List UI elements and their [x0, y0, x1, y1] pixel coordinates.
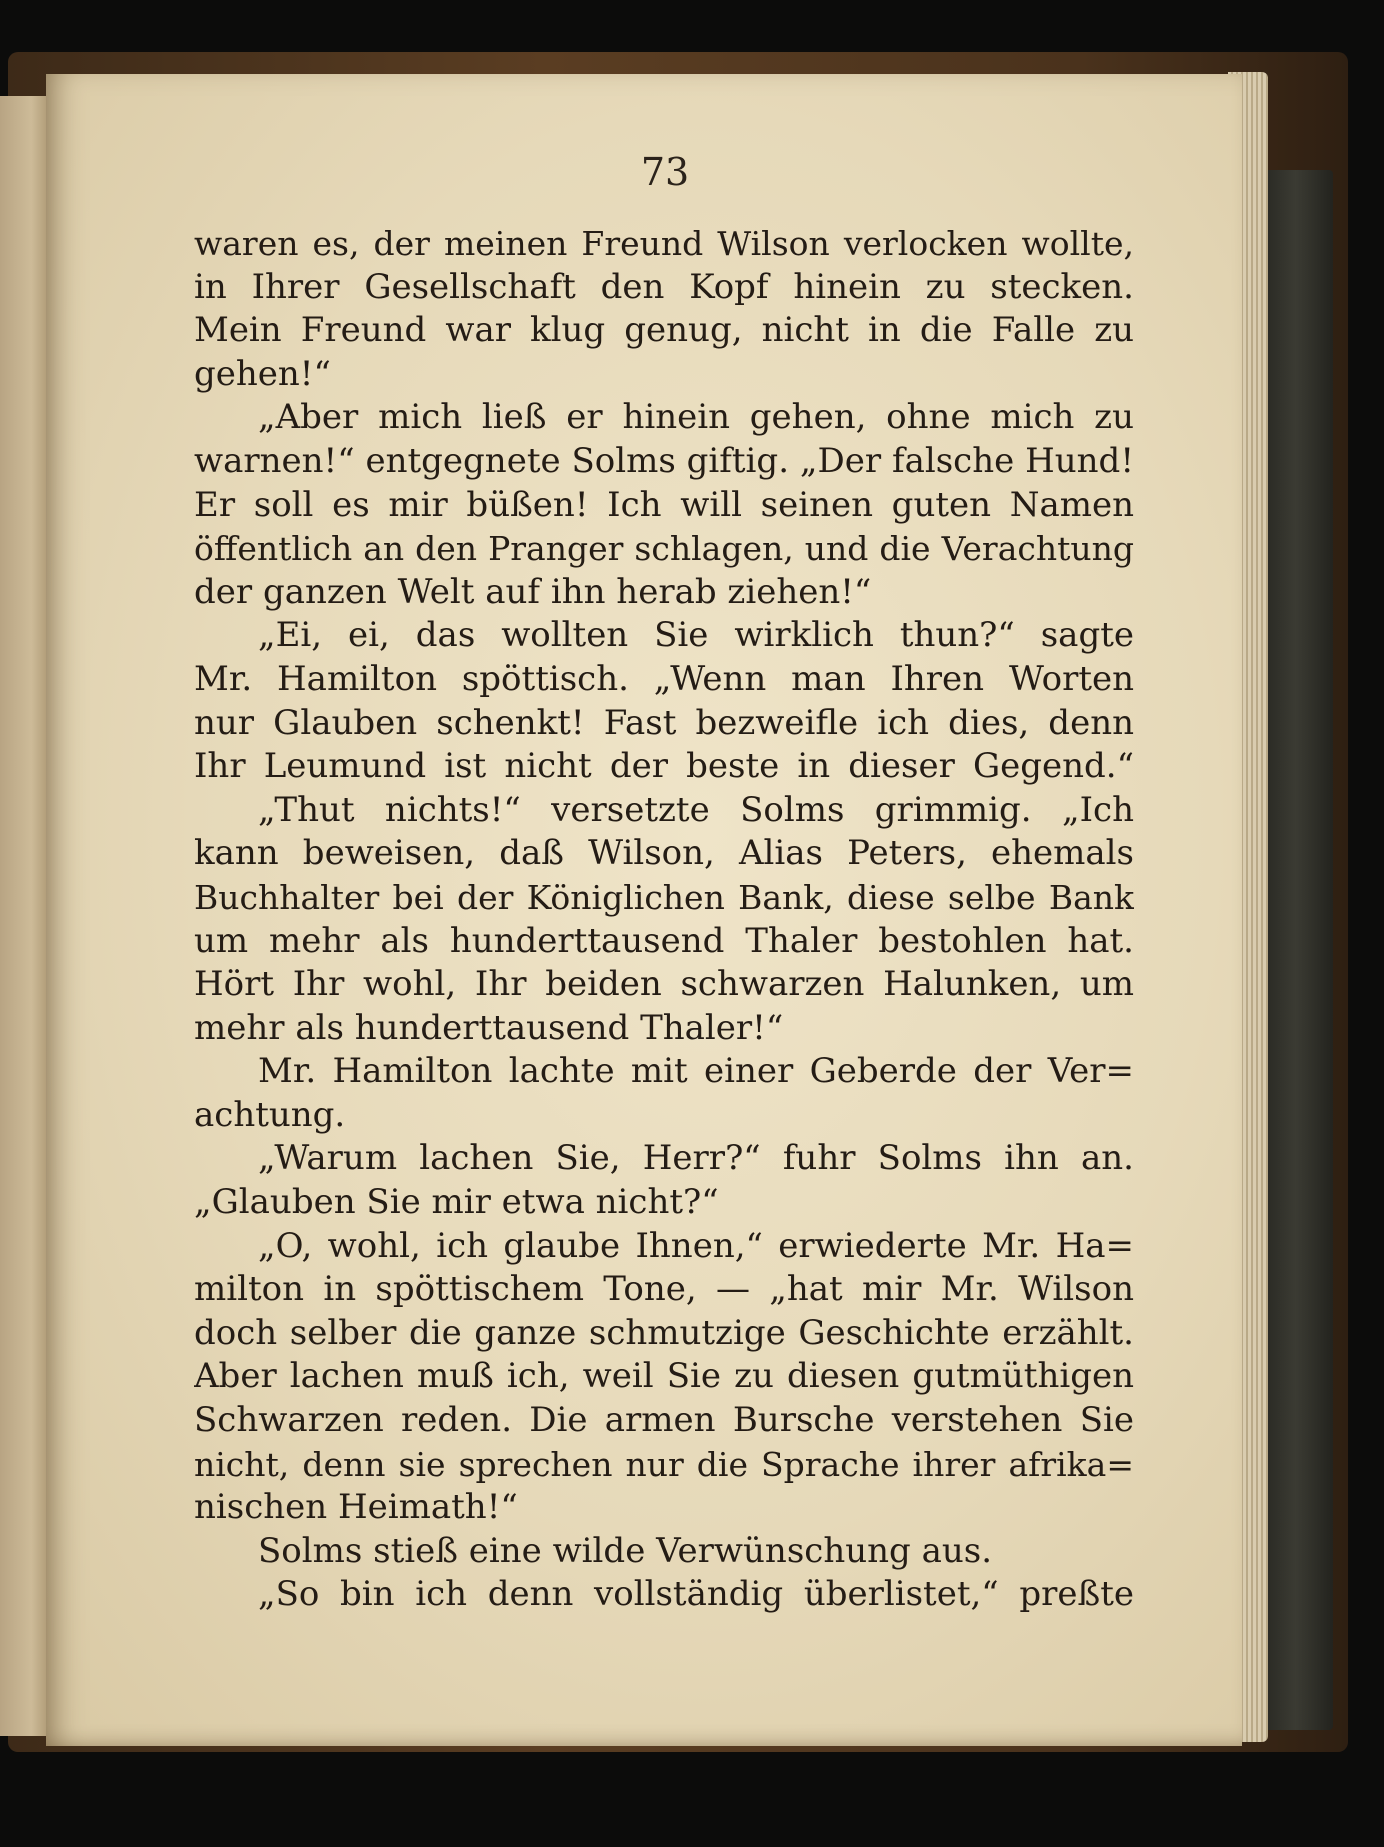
text-line: Mr. Hamilton lachte mit einer Geberde der Ver= [258, 1051, 1134, 1092]
text-line: „Warum lachen Sie, Herr?“ fuhr Solms ihn an. [258, 1138, 1134, 1179]
page-number: 73 [640, 150, 690, 194]
left-page-edge [0, 96, 52, 1736]
text-line: Solms stieß eine wilde Verwünschung aus. [258, 1530, 993, 1571]
text-line: nischen Heimath!“ [194, 1487, 518, 1528]
text-line: in Ihrer Gesellschaft den Kopf hinein zu stecken. [194, 266, 1134, 307]
text-line: öffentlich an den Pranger schlagen, und die Verachtung [194, 529, 1134, 569]
text-line: Hört Ihr wohl, Ihr beiden schwarzen Halunken, um [194, 964, 1134, 1005]
text-line: „Ei, ei, das wollten Sie wirklich thun?“ sagte [258, 615, 1134, 656]
text-line: achtung. [194, 1094, 346, 1135]
text-line: nur Glauben schenkt! Fast bezweifle ich dies, denn [194, 702, 1134, 743]
text-line: „Aber mich ließ er hinein gehen, ohne mich zu [258, 397, 1134, 438]
text-line: Aber lachen muß ich, weil Sie zu diesen gutmüthigen [194, 1356, 1134, 1397]
text-line: gehen!“ [194, 353, 331, 394]
text-line: doch selber die ganze schmutzige Geschichte erzählt. [194, 1312, 1134, 1353]
text-line: kann beweisen, daß Wilson, Alias Peters, ehemals [194, 833, 1134, 874]
text-line: milton in spöttischem Tone, — „hat mir Mr. Wilson [194, 1269, 1134, 1310]
text-line: Er soll es mir büßen! Ich will seinen guten Namen [194, 484, 1134, 525]
text-line: um mehr als hunderttausend Thaler bestohlen hat. [194, 920, 1134, 961]
text-line: „So bin ich denn vollständig überlistet,“ preßte [258, 1574, 1134, 1615]
text-line: „Glauben Sie mir etwa nicht?“ [194, 1182, 719, 1223]
text-line: mehr als hunderttausend Thaler!“ [194, 1007, 784, 1048]
text-line: Buchhalter bei der Königlichen Bank, diese selbe Bank [194, 877, 1134, 917]
text-line: nicht, denn sie sprechen nur die Sprache ihrer afrika= [194, 1444, 1134, 1484]
text-line: Ihr Leumund ist nicht der beste in dieser Gegend.“ [194, 746, 1134, 787]
book-spine-edge [1265, 170, 1333, 1730]
body-text [194, 222, 1134, 1617]
text-line: „Thut nichts!“ versetzte Solms grimmig. „Ich [258, 789, 1134, 830]
text-line: „O, wohl, ich glaube Ihnen,“ erwiederte Mr. Ha= [258, 1225, 1134, 1266]
text-line: Schwarzen reden. Die armen Bursche verstehen Sie [194, 1400, 1134, 1441]
text-line: Mr. Hamilton spöttisch. „Wenn man Ihren Worten [194, 658, 1134, 699]
text-line: Mein Freund war klug genug, nicht in die Falle zu [194, 310, 1134, 351]
text-line: der ganzen Welt auf ihn herab ziehen!“ [194, 571, 872, 612]
text-line: waren es, der meinen Freund Wilson verlocken wollte, [194, 224, 1134, 263]
text-line: warnen!“ entgegnete Solms giftig. „Der falsche Hund! [194, 440, 1134, 481]
